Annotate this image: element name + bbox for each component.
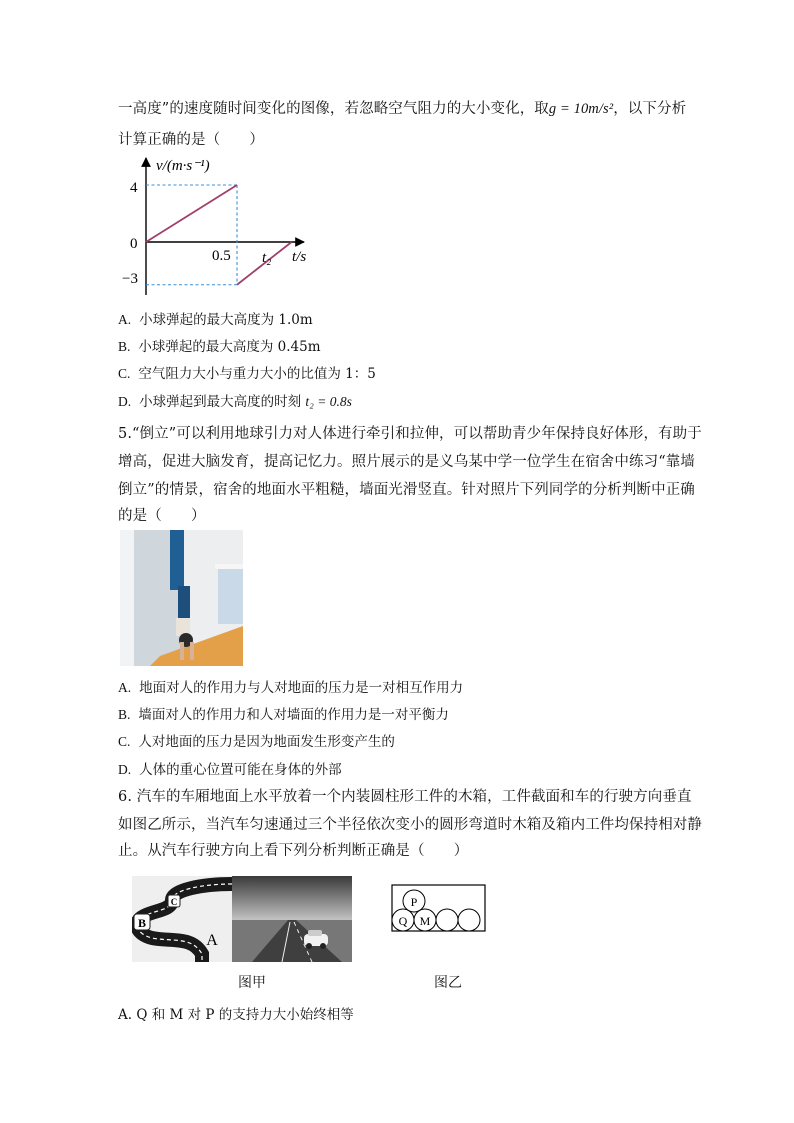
cylinders-box-diagram	[390, 883, 488, 933]
option-label: A.	[118, 680, 132, 695]
q4-option-c[interactable]	[118, 362, 376, 382]
velocity-time-graph	[120, 152, 320, 302]
option-text: 小球弹起的最大高度为 0.45m	[138, 339, 321, 355]
q6-option-a[interactable]: A. Q 和 M 对 P 的支持力大小始终相等	[118, 1007, 354, 1023]
q4-option-a[interactable]	[118, 308, 313, 328]
x-tick-t2: t₂	[262, 250, 272, 266]
option-text: 人对地面的压力是因为地面发生形变产生的	[138, 734, 395, 750]
cylinder-3	[436, 909, 458, 931]
road-label-a: A	[206, 932, 218, 949]
road-label-b: B	[137, 916, 147, 930]
cylinder-4	[458, 909, 480, 931]
highway-illustration	[232, 876, 352, 962]
y-tick-0: 0	[130, 236, 138, 252]
road-label-c: C	[170, 897, 178, 907]
q5-stem-line3: 倒立”的情景，宿舍的地面水平粗糙，墙面光滑竖直。针对照片下列同学的分析判断中正确	[118, 482, 695, 498]
q5-option-c[interactable]	[118, 730, 395, 750]
option-text: 空气阻力大小与重力大小的比值为 1：5	[138, 366, 376, 382]
q4-option-b[interactable]	[118, 335, 321, 355]
option-text: 墙面对人的作用力和人对墙面的作用力是一对平衡力	[138, 707, 449, 723]
velocity-segment-0	[146, 185, 237, 242]
option-label: C.	[118, 366, 131, 381]
road-curves-illustration	[132, 876, 232, 962]
q4-stem-line1	[118, 97, 686, 118]
q5-stem-line4: 的是（ ）	[118, 508, 206, 524]
label-m: M	[419, 914, 431, 928]
handstand-illustration	[120, 530, 243, 666]
q4-stem-line2: 计算正确的是（ ）	[118, 132, 264, 148]
option-label: D.	[118, 762, 132, 777]
q6-stem-line2: 如图乙所示，当汽车匀速通过三个半径依次变小的圆形弯道时木箱及箱内工件均保持相对静	[118, 817, 702, 833]
option-text: 人体的重心位置可能在身体的外部	[139, 762, 342, 778]
x-tick-0-5: 0.5	[212, 248, 231, 264]
caption-figure-a: 图甲	[238, 975, 266, 991]
q6-stem-line1: 6. 汽车的车厢地面上水平放着一个内装圆柱形工件的木箱，工件截面和车的行驶方向垂直	[118, 789, 692, 805]
q5-option-d[interactable]	[118, 758, 342, 778]
y-tick-neg3: −3	[122, 271, 138, 287]
q4-stem-part-b: ，以下分析	[613, 101, 687, 117]
q6-stem-line3: 止。从汽车行驶方向上看下列分析判断正确是（ ）	[118, 843, 469, 859]
g-value: g = 10m/s²	[548, 101, 614, 117]
handstand-photo	[120, 530, 243, 666]
label-p: P	[410, 895, 418, 909]
option-text: 地面对人的作用力与人对地面的压力是一对相互作用力	[139, 680, 464, 696]
q4-option-d[interactable]	[118, 390, 352, 410]
highway-car-photo	[232, 876, 352, 962]
t2-value: t₂ = 0.8s	[305, 394, 352, 409]
road-curves-photo	[132, 876, 232, 962]
option-label: B.	[118, 707, 131, 722]
option-label: D.	[118, 394, 132, 409]
x-axis-label: t/s	[292, 249, 307, 265]
q5-stem-line1: 5.“倒立”可以利用地球引力对人体进行牵引和拉伸，可以帮助青少年保持良好体形，有助于	[118, 426, 702, 442]
option-label: A.	[118, 312, 132, 327]
q5-stem-line2: 增高，促进大脑发育，提高记忆力。照片展示的是义乌某中学一位学生在宿舍中练习“靠墙	[118, 454, 695, 470]
option-label: C.	[118, 734, 131, 749]
caption-figure-b: 图乙	[434, 975, 462, 991]
option-text: 小球弹起到最大高度的时刻	[139, 394, 302, 410]
option-text: 小球弹起的最大高度为 1.0m	[139, 312, 313, 328]
label-q: Q	[398, 914, 408, 928]
y-tick-4: 4	[130, 180, 138, 196]
option-label: B.	[118, 339, 131, 354]
q5-option-b[interactable]	[118, 703, 449, 723]
y-axis-label: v/(m·s⁻¹)	[156, 158, 210, 174]
q4-stem-part-a: 一高度”的速度随时间变化的图像，若忽略空气阻力的大小变化，取	[118, 101, 549, 117]
q5-option-a[interactable]	[118, 676, 463, 696]
